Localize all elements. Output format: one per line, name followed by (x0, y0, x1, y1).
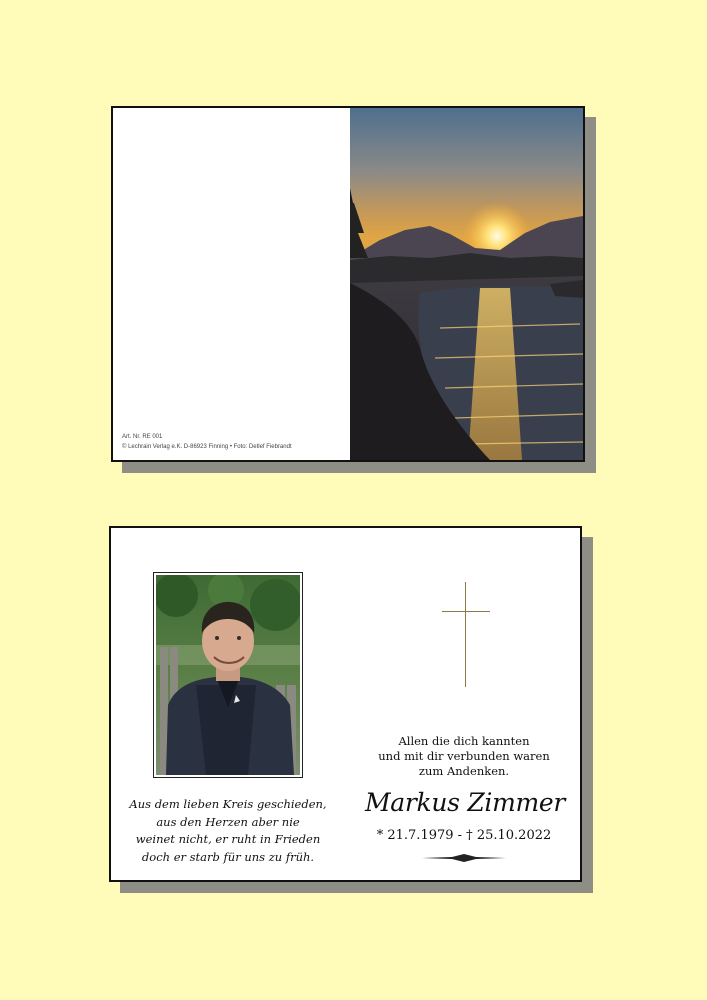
dedication-line: Allen die dich kannten (398, 734, 530, 748)
cross-icon (465, 582, 466, 687)
verse-line: Aus dem lieben Kreis geschieden, (129, 797, 327, 811)
dedication-line: zum Andenken. (418, 764, 510, 778)
deceased-name: Markus Zimmer (364, 788, 566, 817)
imprint-publisher: © Lechrain Verlag e.K. D-86923 Finning • Foto: Detlef Fiebrandt (122, 444, 292, 450)
verse-line: weinet nicht, er ruht in Frieden (135, 832, 321, 846)
verse-line: doch er starb für uns zu früh. (141, 849, 315, 864)
ornament-divider-icon (422, 854, 506, 862)
imprint (122, 432, 292, 452)
sunset-river-photo (350, 108, 583, 460)
dedication (361, 734, 567, 779)
card-front (111, 106, 585, 462)
portrait-photo (153, 572, 303, 778)
card-front-blank-panel (113, 108, 350, 460)
verse-line: aus den Herzen aber nie (156, 814, 300, 829)
imprint-article-number: Art. Nr. RE 001 (122, 434, 163, 440)
verse (126, 796, 330, 866)
life-dates: * 21.7.1979 - † 25.10.2022 (376, 828, 552, 843)
dedication-line: und mit dir verbunden waren (378, 749, 550, 763)
cross-icon-bar (442, 611, 490, 612)
card-inner (109, 526, 582, 882)
